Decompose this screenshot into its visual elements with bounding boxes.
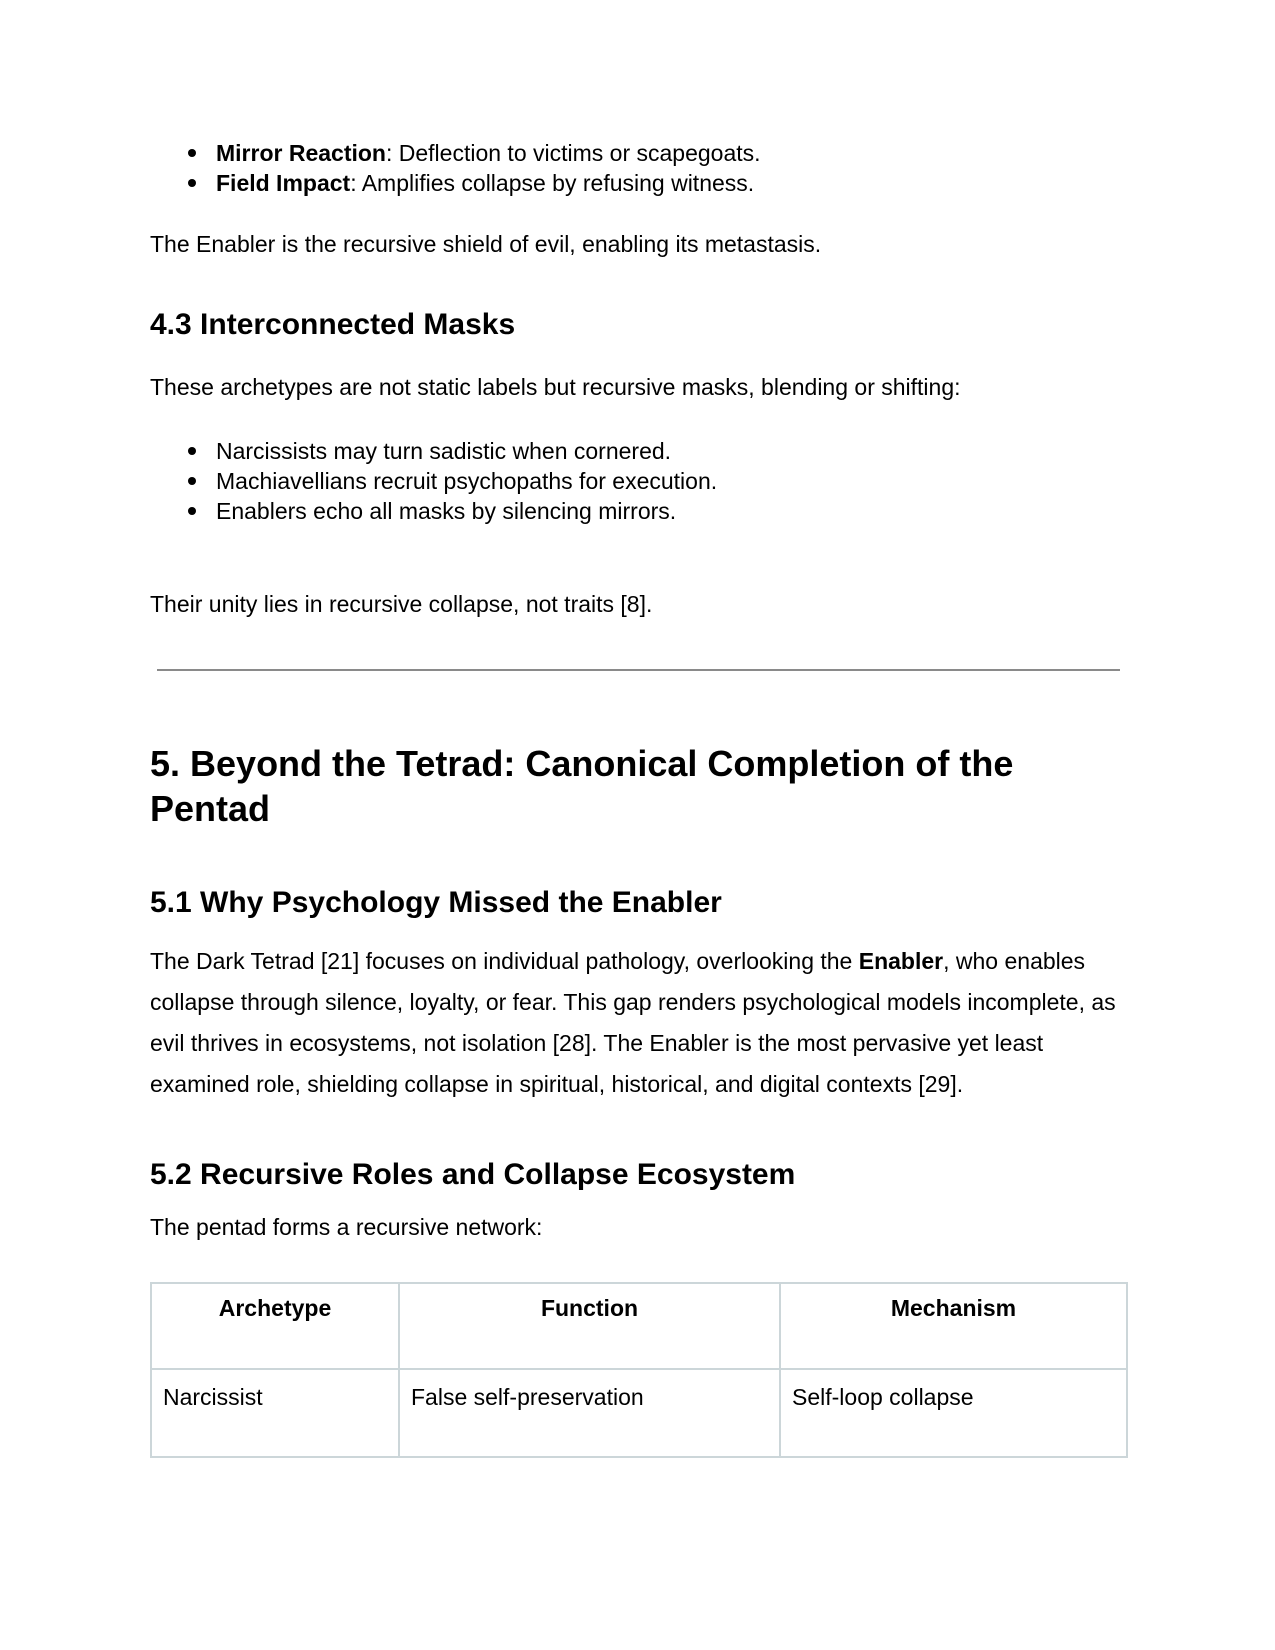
paragraph-dark-tetrad (150, 941, 1125, 1105)
paragraph-enabler-shield: The Enabler is the recursive shield of evil, enabling its metastasis. (150, 231, 822, 257)
list-item-text: : Amplifies collapse by refusing witness. (350, 170, 755, 196)
table-header-mechanism: Mechanism (780, 1283, 1127, 1369)
heading-5-2: 5.2 Recursive Roles and Collapse Ecosystem (150, 1158, 796, 1191)
paragraph-archetypes-intro: These archetypes are not static labels but recursive masks, blending or shifting: (150, 374, 961, 400)
heading-5: 5. Beyond the Tetrad: Canonical Completion of the Pentad (150, 743, 1014, 829)
list-item (150, 138, 1125, 168)
table-cell-archetype: Narcissist (151, 1369, 399, 1457)
list-item (150, 168, 1125, 198)
list-item-term: Field Impact (216, 170, 351, 196)
list-item: Enablers echo all masks by silencing mirrors. (150, 496, 1125, 526)
enabler-traits-list (150, 138, 1125, 198)
list-item-text: : Deflection to victims or scapegoats. (385, 140, 761, 166)
section-divider (157, 669, 1120, 671)
heading-5-1: 5.1 Why Psychology Missed the Enabler (150, 886, 722, 919)
paragraph-bold-term: Enabler (858, 948, 944, 974)
table-header-row (151, 1283, 1127, 1369)
masks-list (150, 436, 1125, 526)
table-header-function: Function (399, 1283, 780, 1369)
paragraph-unity: Their unity lies in recursive collapse, not traits [8]. (150, 591, 653, 617)
table-row (151, 1369, 1127, 1457)
list-item: Narcissists may turn sadistic when cornered. (150, 436, 1125, 466)
pentad-roles-table (150, 1282, 1128, 1458)
paragraph-pentad-intro: The pentad forms a recursive network: (150, 1214, 543, 1240)
paragraph-text: The Dark Tetrad [21] focuses on individual pathology, overlooking the (150, 948, 859, 974)
paragraph-text: , who enables collapse through silence, loyalty, or fear. This gap renders psychological models incomplete, as evil thrives in ecosystems, not isolation [28]. The Enabler is the most pervasive yet least examined role, shielding collapse in spiritual, historical, and digital contexts [29]. (150, 948, 1116, 1097)
table-header-archetype: Archetype (151, 1283, 399, 1369)
table-cell-function: False self-preservation (399, 1369, 780, 1457)
table-cell-mechanism: Self-loop collapse (780, 1369, 1127, 1457)
list-item-term: Mirror Reaction (216, 140, 386, 166)
heading-4-3: 4.3 Interconnected Masks (150, 308, 516, 341)
list-item: Machiavellians recruit psychopaths for execution. (150, 466, 1125, 496)
